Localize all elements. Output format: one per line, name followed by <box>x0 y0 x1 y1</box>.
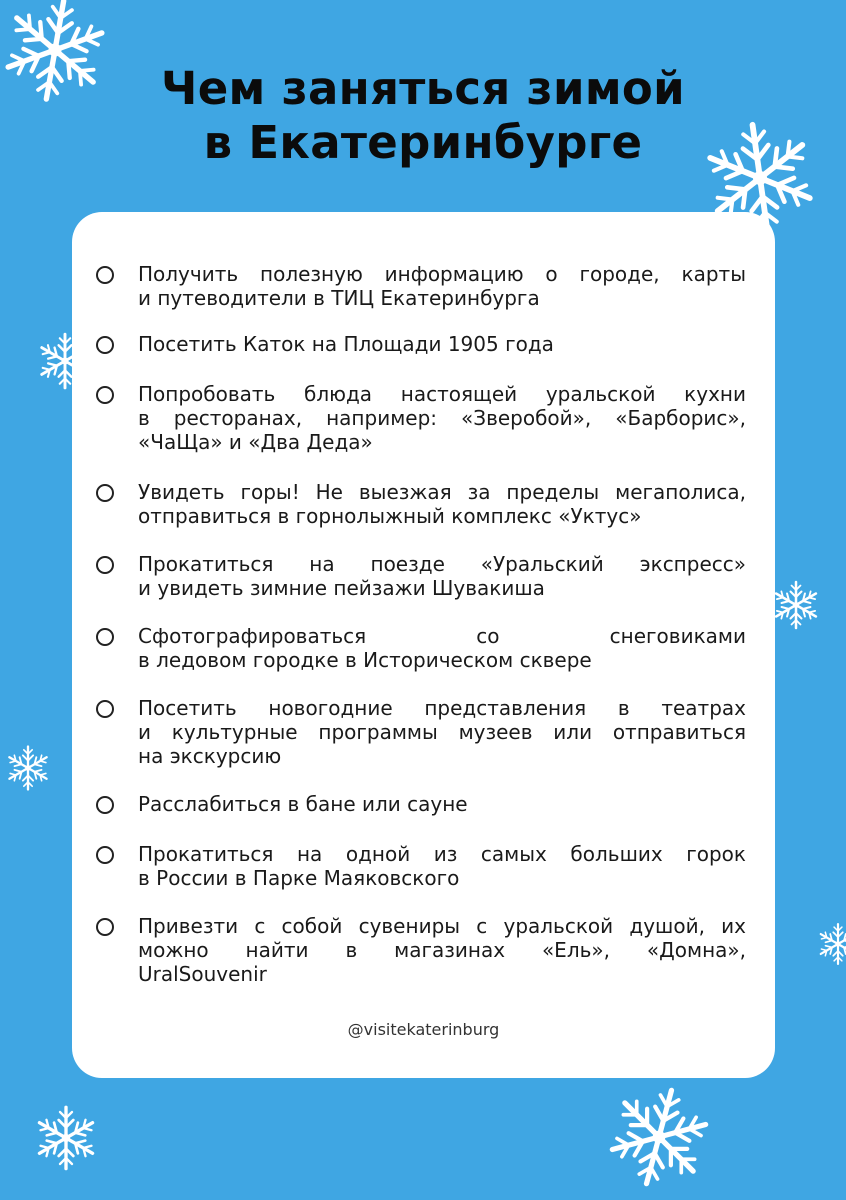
title-line-1: Чем заняться зимой <box>161 62 685 115</box>
title-line-2: в Екатеринбурге <box>203 116 643 169</box>
snowflake-icon <box>812 916 846 972</box>
checklist-item-text: Сфотографироваться со снеговиками в ледовом городке в Историческом сквере <box>138 624 746 672</box>
snowflake-icon <box>596 1074 722 1200</box>
checkbox-circle-icon[interactable] <box>96 700 114 718</box>
checkbox-circle-icon[interactable] <box>96 484 114 502</box>
page-title <box>0 62 846 170</box>
snowflake-icon <box>26 1098 106 1178</box>
checklist-item-text: Посетить новогодние представления в театрах и культурные программы музеев или отправиться на экскурсию <box>138 696 746 768</box>
checklist-item-text: Посетить Каток на Площади 1905 года <box>138 332 554 356</box>
checklist-card <box>72 212 775 1078</box>
checklist-item-text: Увидеть горы! Не выезжая за пределы мегаполиса, отправиться в горнолыжный комплекс «Уктус» <box>138 480 746 528</box>
checklist-item-text: Прокатиться на одной из самых больших горок в России в Парке Маяковского <box>138 842 746 890</box>
checkbox-circle-icon[interactable] <box>96 556 114 574</box>
checklist-item-text: Привезти с собой сувениры с уральской душой, их можно найти в магазинах «Ель», «Домна», UralSouvenir <box>138 914 746 986</box>
checkbox-circle-icon[interactable] <box>96 846 114 864</box>
checkbox-circle-icon[interactable] <box>96 918 114 936</box>
checkbox-circle-icon[interactable] <box>96 336 114 354</box>
checkbox-circle-icon[interactable] <box>96 628 114 646</box>
checkbox-circle-icon[interactable] <box>96 266 114 284</box>
snowflake-icon <box>0 740 56 796</box>
checkbox-circle-icon[interactable] <box>96 386 114 404</box>
checkbox-circle-icon[interactable] <box>96 796 114 814</box>
social-handle: @visitekaterinburg <box>347 1020 500 1039</box>
checklist-item-text: Расслабиться в бане или сауне <box>138 792 468 816</box>
checklist-item-text: Получить полезную информацию о городе, карты и путеводители в ТИЦ Екатеринбурга <box>138 262 746 310</box>
checklist-item-text: Попробовать блюда настоящей уральской кухни в ресторанах, например: «Зверобой», «Барборис», «ЧаЩа» и «Два Деда» <box>138 382 746 454</box>
checklist-item-text: Прокатиться на поезде «Уральский экспресс» и увидеть зимние пейзажи Шувакиша <box>138 552 746 600</box>
snowflake-icon <box>766 572 826 638</box>
